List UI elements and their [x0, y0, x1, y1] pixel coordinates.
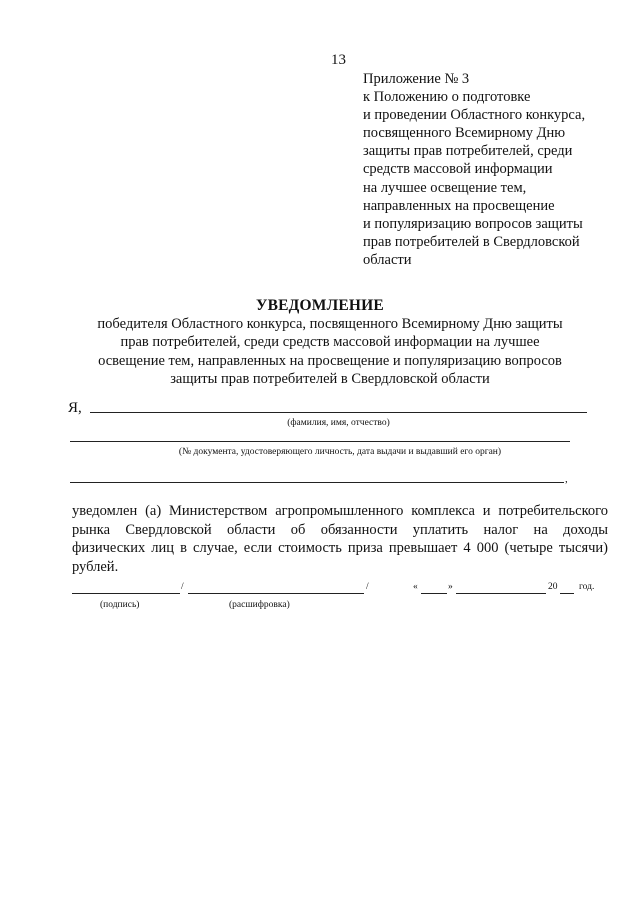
decoding-caption: (расшифровка): [229, 600, 290, 610]
document-caption: (№ документа, удостоверяющего личность, дата выдачи и выдавший его орган): [178, 447, 502, 457]
body-line: уведомлен (а) Министерством агропромышленного комплекса и потребительского: [72, 503, 608, 519]
fio-caption: (фамилия, имя, отчество): [287, 418, 390, 428]
document-title: УВЕДОМЛЕНИЕ: [256, 297, 384, 314]
fio-field-line[interactable]: [90, 412, 587, 413]
appendix-block: [363, 70, 613, 269]
extra-line-comma: ,: [565, 473, 568, 485]
appendix-line: защиты прав потребителей, среди: [363, 143, 573, 160]
appendix-line: посвященного Всемирному Дню: [363, 125, 566, 142]
year-prefix: 20: [548, 582, 558, 592]
month-field-line[interactable]: [456, 593, 546, 594]
year-suffix: год.: [579, 582, 595, 592]
i-label: Я,: [68, 400, 82, 416]
decoding-field-line[interactable]: [188, 593, 364, 594]
subtitle-line: освещение тем, направленных на просвещение и популяризацию вопросов: [98, 352, 562, 369]
body-line: рублей.: [72, 558, 119, 575]
appendix-line: Приложение № 3: [363, 71, 470, 87]
appendix-line: средств массовой информации: [363, 161, 553, 178]
notification-body: [72, 502, 608, 576]
subtitle-line: прав потребителей, среди средств массовой информации на лучшее: [120, 334, 540, 351]
signature-caption: (подпись): [100, 600, 140, 610]
appendix-line: направленных на просвещение: [363, 197, 555, 214]
appendix-line: области: [363, 251, 412, 268]
document-subtitle: [60, 315, 600, 388]
appendix-line: к Положению о подготовке: [363, 89, 531, 106]
body-line: рынка Свердловской области об обязанности уплатить налог на доходы: [72, 521, 608, 538]
body-line: физических лиц в случае, если стоимость приза превышает 4 000 (четыре тысячи): [72, 540, 608, 557]
appendix-line: на лучшее освещение тем,: [363, 179, 527, 196]
signature-slash: /: [181, 582, 184, 592]
extra-field-line[interactable]: [70, 482, 564, 483]
subtitle-line: защиты прав потребителей в Свердловской области: [170, 370, 490, 387]
appendix-line: и проведении Областного конкурса,: [363, 107, 586, 124]
appendix-line: прав потребителей в Свердловской: [363, 233, 580, 250]
date-open-quote: «: [413, 582, 418, 592]
date-close-quote: »: [448, 582, 453, 592]
appendix-line: и популяризацию вопросов защиты: [363, 215, 583, 232]
subtitle-line: победителя Областного конкурса, посвященного Всемирному Дню защиты: [97, 316, 563, 332]
day-field-line[interactable]: [421, 593, 447, 594]
signature-field-line[interactable]: [72, 593, 180, 594]
document-field-line[interactable]: [70, 441, 570, 442]
year-field-line[interactable]: [560, 593, 574, 594]
page-number: 13: [331, 52, 346, 68]
decoding-slash: /: [366, 582, 369, 592]
